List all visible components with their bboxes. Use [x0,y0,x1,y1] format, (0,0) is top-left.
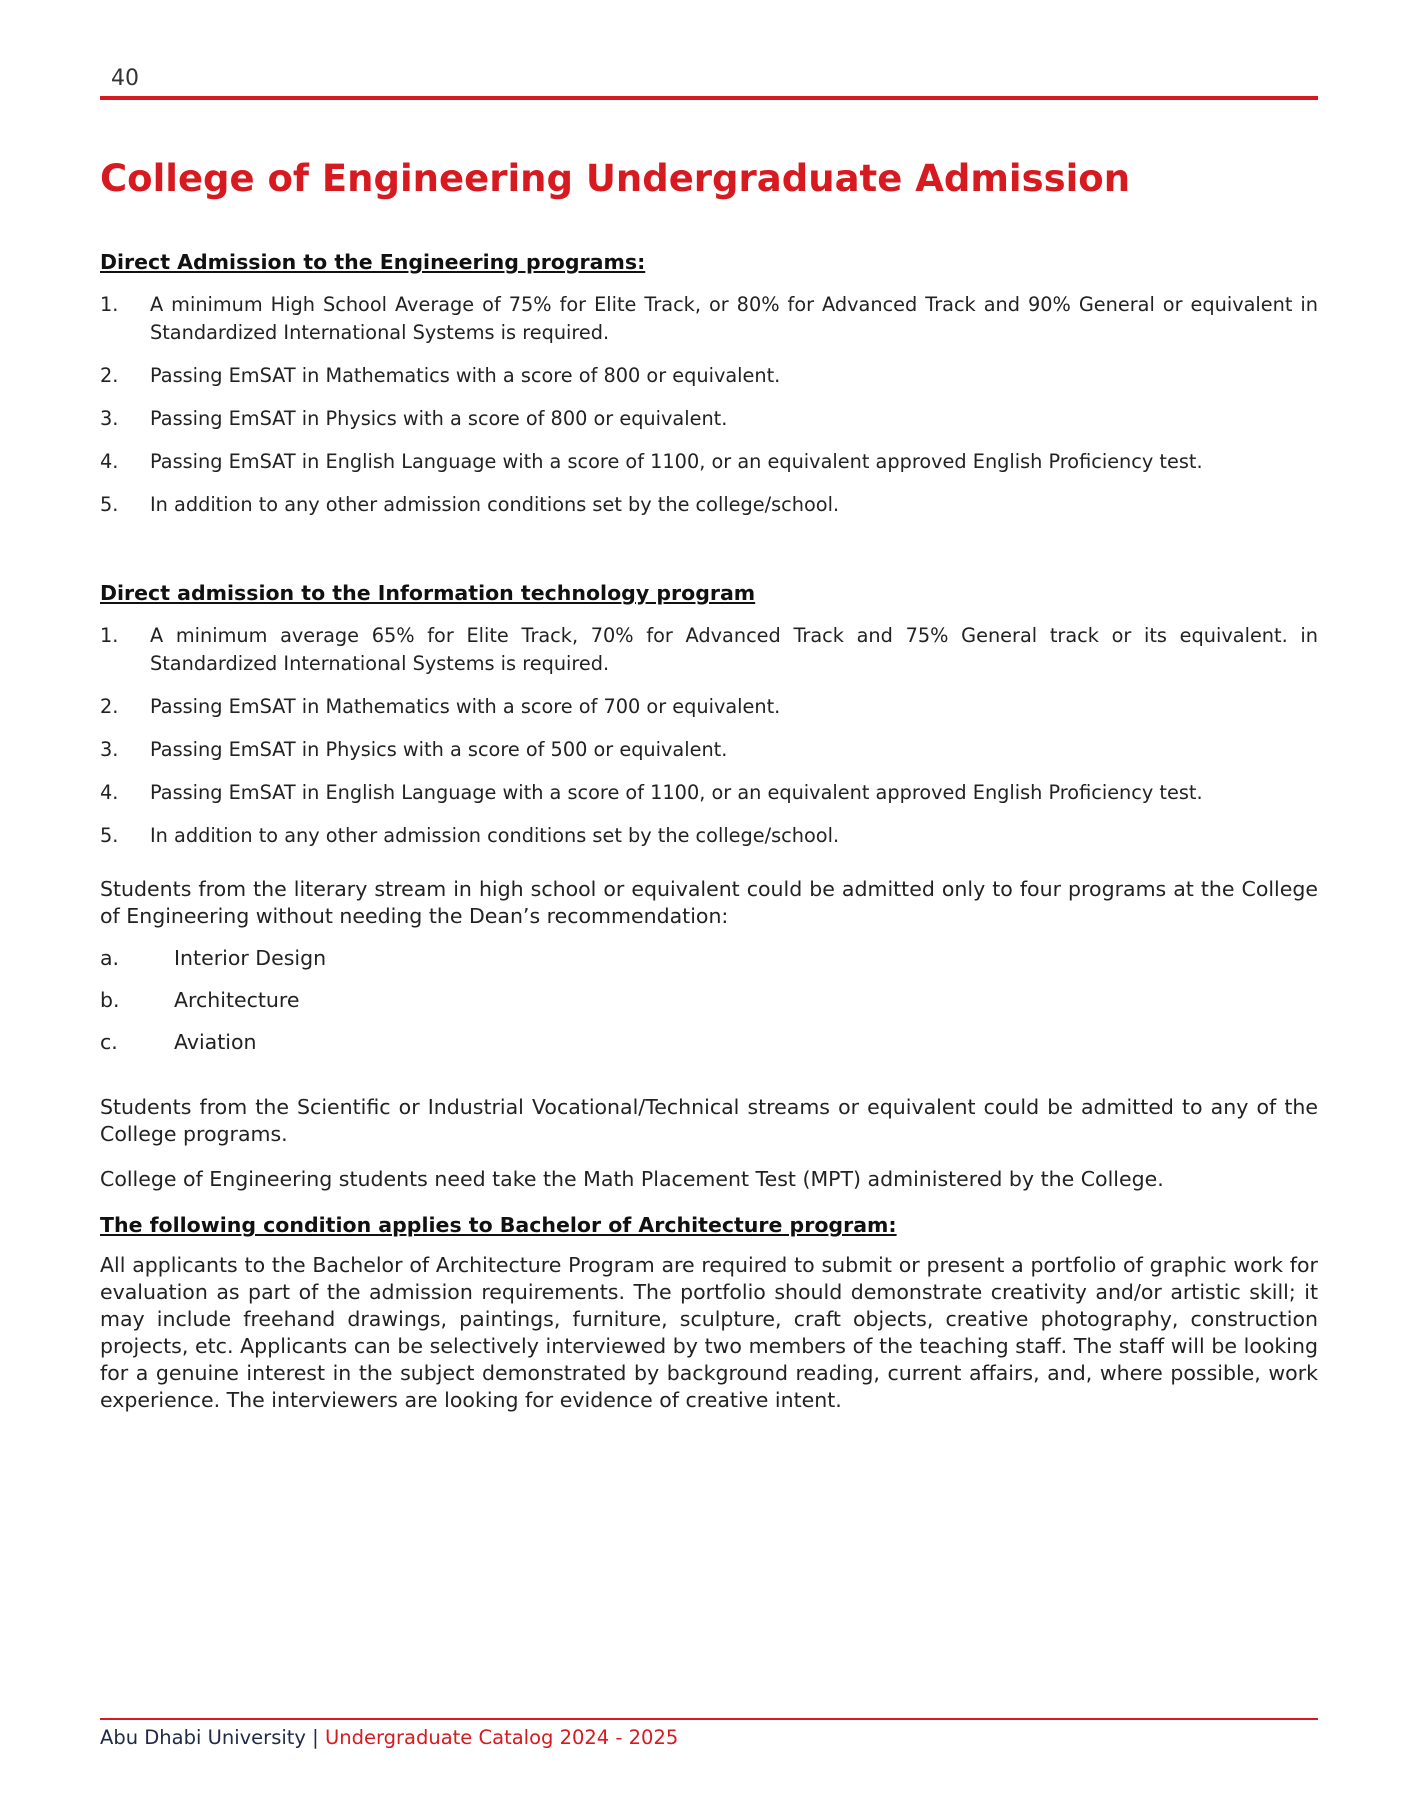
list-item: 2. Passing EmSAT in Mathematics with a score of 700 or equivalent. [100,695,781,718]
footer-catalog: Undergraduate Catalog 2024 - 2025 [324,1726,679,1749]
architecture-portfolio-paragraph: All applicants to the Bachelor of Architecture Program are required to submit or present a portfolio of graphic work for evaluation as part of the admission requirements. The portfolio should demonstrate creativity and/or artistic skill; it may include freehand drawings, paintings, furniture, sculpture, craft objects, creative photography, construction projects, etc. Applicants can be selectively interviewed by two members of the teaching staff. The staff will be looking for a genuine interest in the subject demonstrated by background reading, current affairs, and, where possible, work experience. The interviewers are looking for evidence of creative intent. [100,1253,1318,1412]
list-item: b. Architecture [100,988,300,1012]
footer-rule [100,1718,1318,1720]
mpt-paragraph: College of Engineering students need take the Math Placement Test (MPT) administered by the College. [100,1167,1164,1191]
list-item: 1. A minimum High School Average of 75% for Elite Track, or 80% for Advanced Track and 90% General or equivalent in Standardized International Systems is required. [100,293,1318,344]
page-number: 40 [111,66,139,91]
engineering-admission-heading: Direct Admission to the Engineering programs: [100,250,646,274]
list-item: 2. Passing EmSAT in Mathematics with a score of 800 or equivalent. [100,364,781,387]
list-item: 1. A minimum average 65% for Elite Track, 70% for Advanced Track and 75% General track or its equivalent. in Standardized International Systems is required. [100,624,1318,675]
page-content [100,248,1318,1414]
list-item: a. Interior Design [100,946,327,970]
list-item: 3. Passing EmSAT in Physics with a score of 800 or equivalent. [100,407,728,430]
footer-separator: | [312,1726,319,1749]
list-item: 4. Passing EmSAT in English Language with a score of 1100, or an equivalent approved English Proficiency test. [100,781,1203,804]
it-requirements-list [100,622,1318,850]
list-item: 5. In addition to any other admission conditions set by the college/school. [100,824,840,847]
footer-university: Abu Dhabi University [100,1726,306,1749]
architecture-condition-heading: The following condition applies to Bachelor of Architecture program: [100,1213,897,1237]
it-admission-heading: Direct admission to the Information technology program [100,581,756,605]
page-title: College of Engineering Undergraduate Admission [100,157,1131,200]
scientific-stream-paragraph: Students from the Scientific or Industrial Vocational/Technical streams or equivalent could be admitted to any of the College programs. [100,1095,1318,1146]
header-rule [100,96,1318,100]
list-item: 5. In addition to any other admission conditions set by the college/school. [100,493,840,516]
literary-stream-paragraph: Students from the literary stream in high school or equivalent could be admitted only to four programs at the College of Engineering without needing the Dean’s recommendation: [100,877,1318,928]
literary-programs-list [100,944,1318,1056]
list-item: 4. Passing EmSAT in English Language with a score of 1100, or an equivalent approved English Proficiency test. [100,450,1203,473]
engineering-requirements-list [100,291,1318,519]
list-item: c. Aviation [100,1030,257,1054]
list-item: 3. Passing EmSAT in Physics with a score of 500 or equivalent. [100,738,728,761]
footer [100,1726,678,1749]
